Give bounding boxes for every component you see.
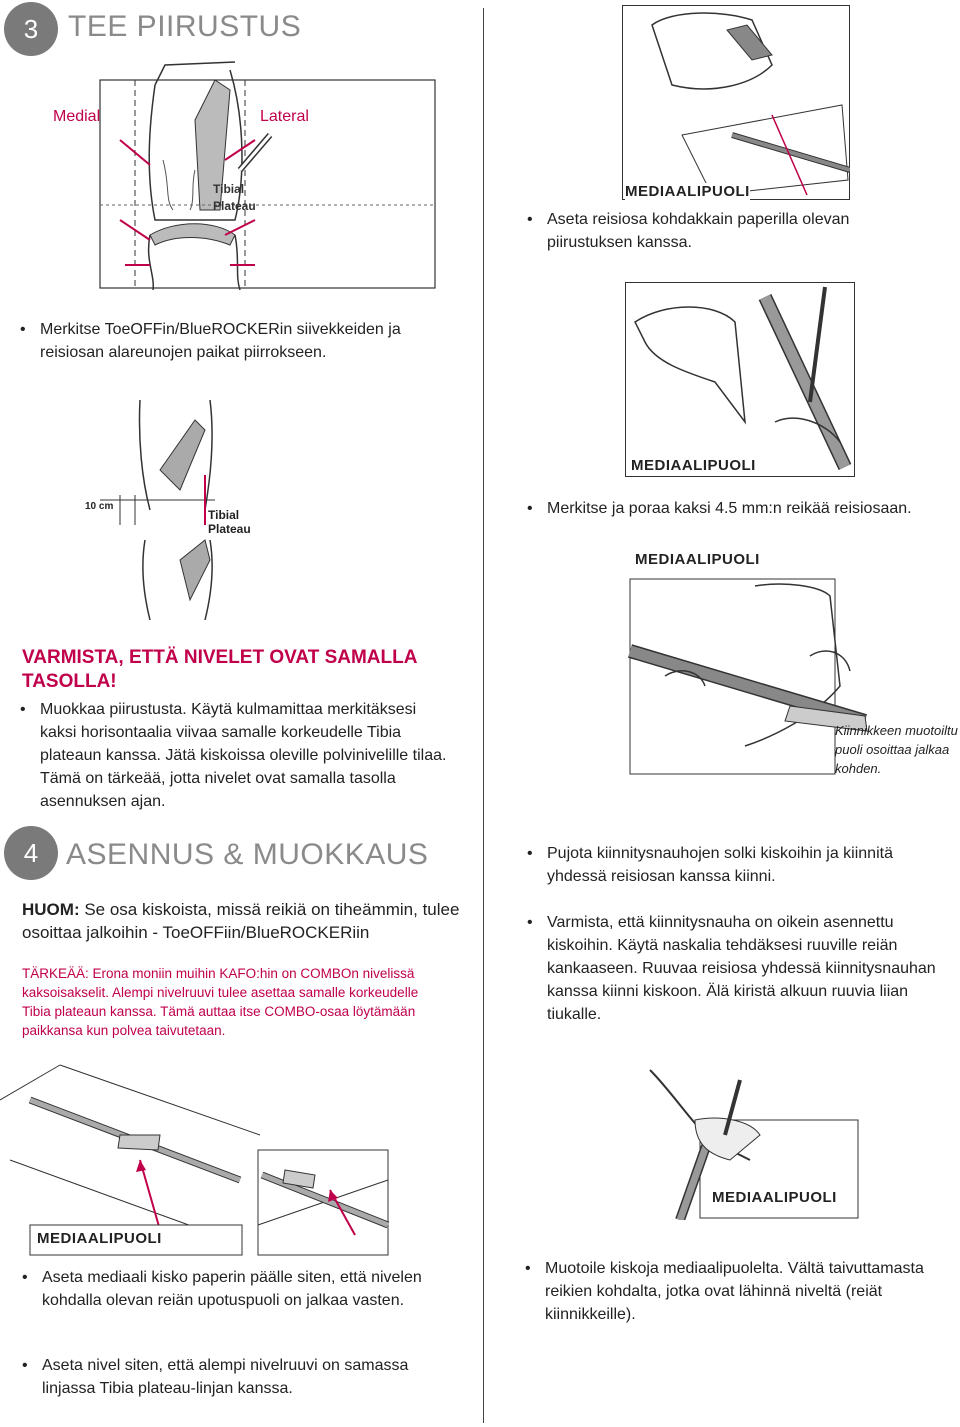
step-number: 3 [23, 13, 39, 44]
buckle-caption: Kiinnikkeen muotoiltu puoli osoittaa jalkaa kohden. [835, 723, 958, 776]
medial-side-label-bottom-left: MEDIAALIPUOLI [37, 1230, 162, 1247]
tibial-label: Tibial [213, 182, 245, 196]
medial-side-label-2: MEDIAALIPUOLI [631, 457, 756, 474]
plateau-label: Plateau [213, 199, 256, 213]
strap-buckle-figure [625, 576, 960, 776]
bullet-shape-rails [525, 1257, 955, 1326]
leg-drawing-figure-1 [53, 60, 445, 290]
bullet-mark-positions [20, 318, 440, 364]
thigh-alignment-svg [622, 5, 850, 200]
bullet-drill-holes [527, 497, 947, 520]
column-divider [483, 8, 484, 1423]
bullet-dot: • [527, 914, 533, 931]
thigh-alignment-figure [622, 5, 850, 200]
huom-label: HUOM: [22, 900, 80, 919]
plateau-label-2: Plateau [208, 522, 251, 536]
medial-side-label-1: MEDIAALIPUOLI [625, 183, 750, 200]
leg-drawing-figure-2 [80, 400, 360, 620]
medial-side-label-bottom-right: MEDIAALIPUOLI [712, 1189, 837, 1206]
important-note: TÄRKEÄÄ: Erona moniin muihin KAFO:hin on COMBOn nivelissä kaksoisakselit. Alempi nivelruuvi tulee asettaa samalle korkeudelle Tibia plateaun kanssa. Tämä auttaa itse COMBO-osaa löytämään paikkansa kun polvea taivutetaan. [22, 966, 419, 1038]
bullet-text: Varmista, että kiinnitysnauha on oikein asennettu kiskoihin. Käytä naskalia tehdäksesi ruuville reiän kankaaseen. Ruuvaa reisiosa yhdessä kiinnitysnauhan kanssa kiinni kiskoon. Älä kiristä alkuun ruuvia liian tiukalle. [547, 914, 936, 1023]
bullet-align-thigh [527, 208, 927, 254]
medial-side-label-3: MEDIAALIPUOLI [635, 551, 760, 568]
bullet-check-strap [527, 911, 957, 1026]
bullet-text: Aseta nivel siten, että alempi nivelruuvi on samassa linjassa Tibia plateau-linjan kanssa. [42, 1357, 409, 1397]
step-3-badge [4, 2, 58, 56]
bullet-thread-buckle [527, 842, 947, 888]
lateral-label: Lateral [260, 108, 309, 125]
section-3-title: TEE PIIRUSTUS [68, 10, 302, 43]
section-4-title: ASENNUS & MUOKKAUS [66, 838, 429, 871]
step-number: 4 [23, 837, 39, 868]
bullet-dot: • [20, 321, 26, 338]
bullet-text: Muotoile kiskoja mediaalipuolelta. Vältä taivuttamasta reikien kohdalta, jotka ovat lähinnä niveltä (reiät kiinnikkeille). [545, 1260, 924, 1323]
huom-text: Se osa kiskoista, missä reikiä on tiheämmin, tulee osoittaa jalkoihin - ToeOFFiin/BlueROCKERiin [22, 900, 460, 942]
bullet-dot: • [527, 211, 533, 228]
bullet-dot: • [527, 500, 533, 517]
bullet-text: Merkitse ja poraa kaksi 4.5 mm:n reikää reisiosaan. [547, 500, 912, 517]
tibial-label-2: Tibial [208, 508, 240, 522]
medial-label: Medial [53, 108, 101, 125]
leg-drawing-svg [95, 60, 445, 290]
bullet-dot: • [20, 701, 26, 718]
bullet-text: Muokkaa piirustusta. Käytä kulmamittaa merkitäksesi kaksi horisontaalia viivaa samalle korkeudelle Tibia plateaun kanssa. Jätä kiskoissa oleville polvinivelille tilaa. Tämä on tärkeää, jotta nivelet ovat samalla tasolla asennuksen ajan. [40, 701, 447, 810]
huom-note [22, 898, 462, 944]
drill-holes-svg [625, 282, 855, 477]
bullet-dot: • [22, 1269, 28, 1286]
bullet-modify-drawing [20, 698, 450, 813]
bullet-text: Aseta reisiosa kohdakkain paperilla olevan piirustuksen kanssa. [547, 211, 850, 251]
bend-rail-figure [610, 1060, 860, 1220]
bullet-dot: • [527, 845, 533, 862]
step-4-badge [4, 826, 58, 880]
bullet-text: Aseta mediaali kisko paperin päälle siten, että nivelen kohdalla olevan reiän upotuspuoli on jalkaa vasten. [42, 1269, 422, 1309]
bullet-text: Merkitse ToeOFFin/BlueROCKERin siivekkeiden ja reisiosan alareunojen paikat piirrokseen. [40, 321, 401, 361]
rail-on-paper-figure [0, 1060, 400, 1260]
drill-holes-figure [625, 282, 855, 477]
bullet-text: Pujota kiinnitysnauhojen solki kiskoihin ja kiinnitä yhdessä reisiosan kanssa kiinni. [547, 845, 893, 885]
bullet-dot: • [22, 1357, 28, 1374]
bullet-place-joint [22, 1354, 442, 1400]
warning-heading: VARMISTA, ETTÄ NIVELET OVAT SAMALLA TASOLLA! [22, 647, 417, 692]
bullet-dot: • [525, 1260, 531, 1277]
cm-label: 10 cm [85, 501, 114, 512]
bullet-place-rail [22, 1266, 422, 1312]
